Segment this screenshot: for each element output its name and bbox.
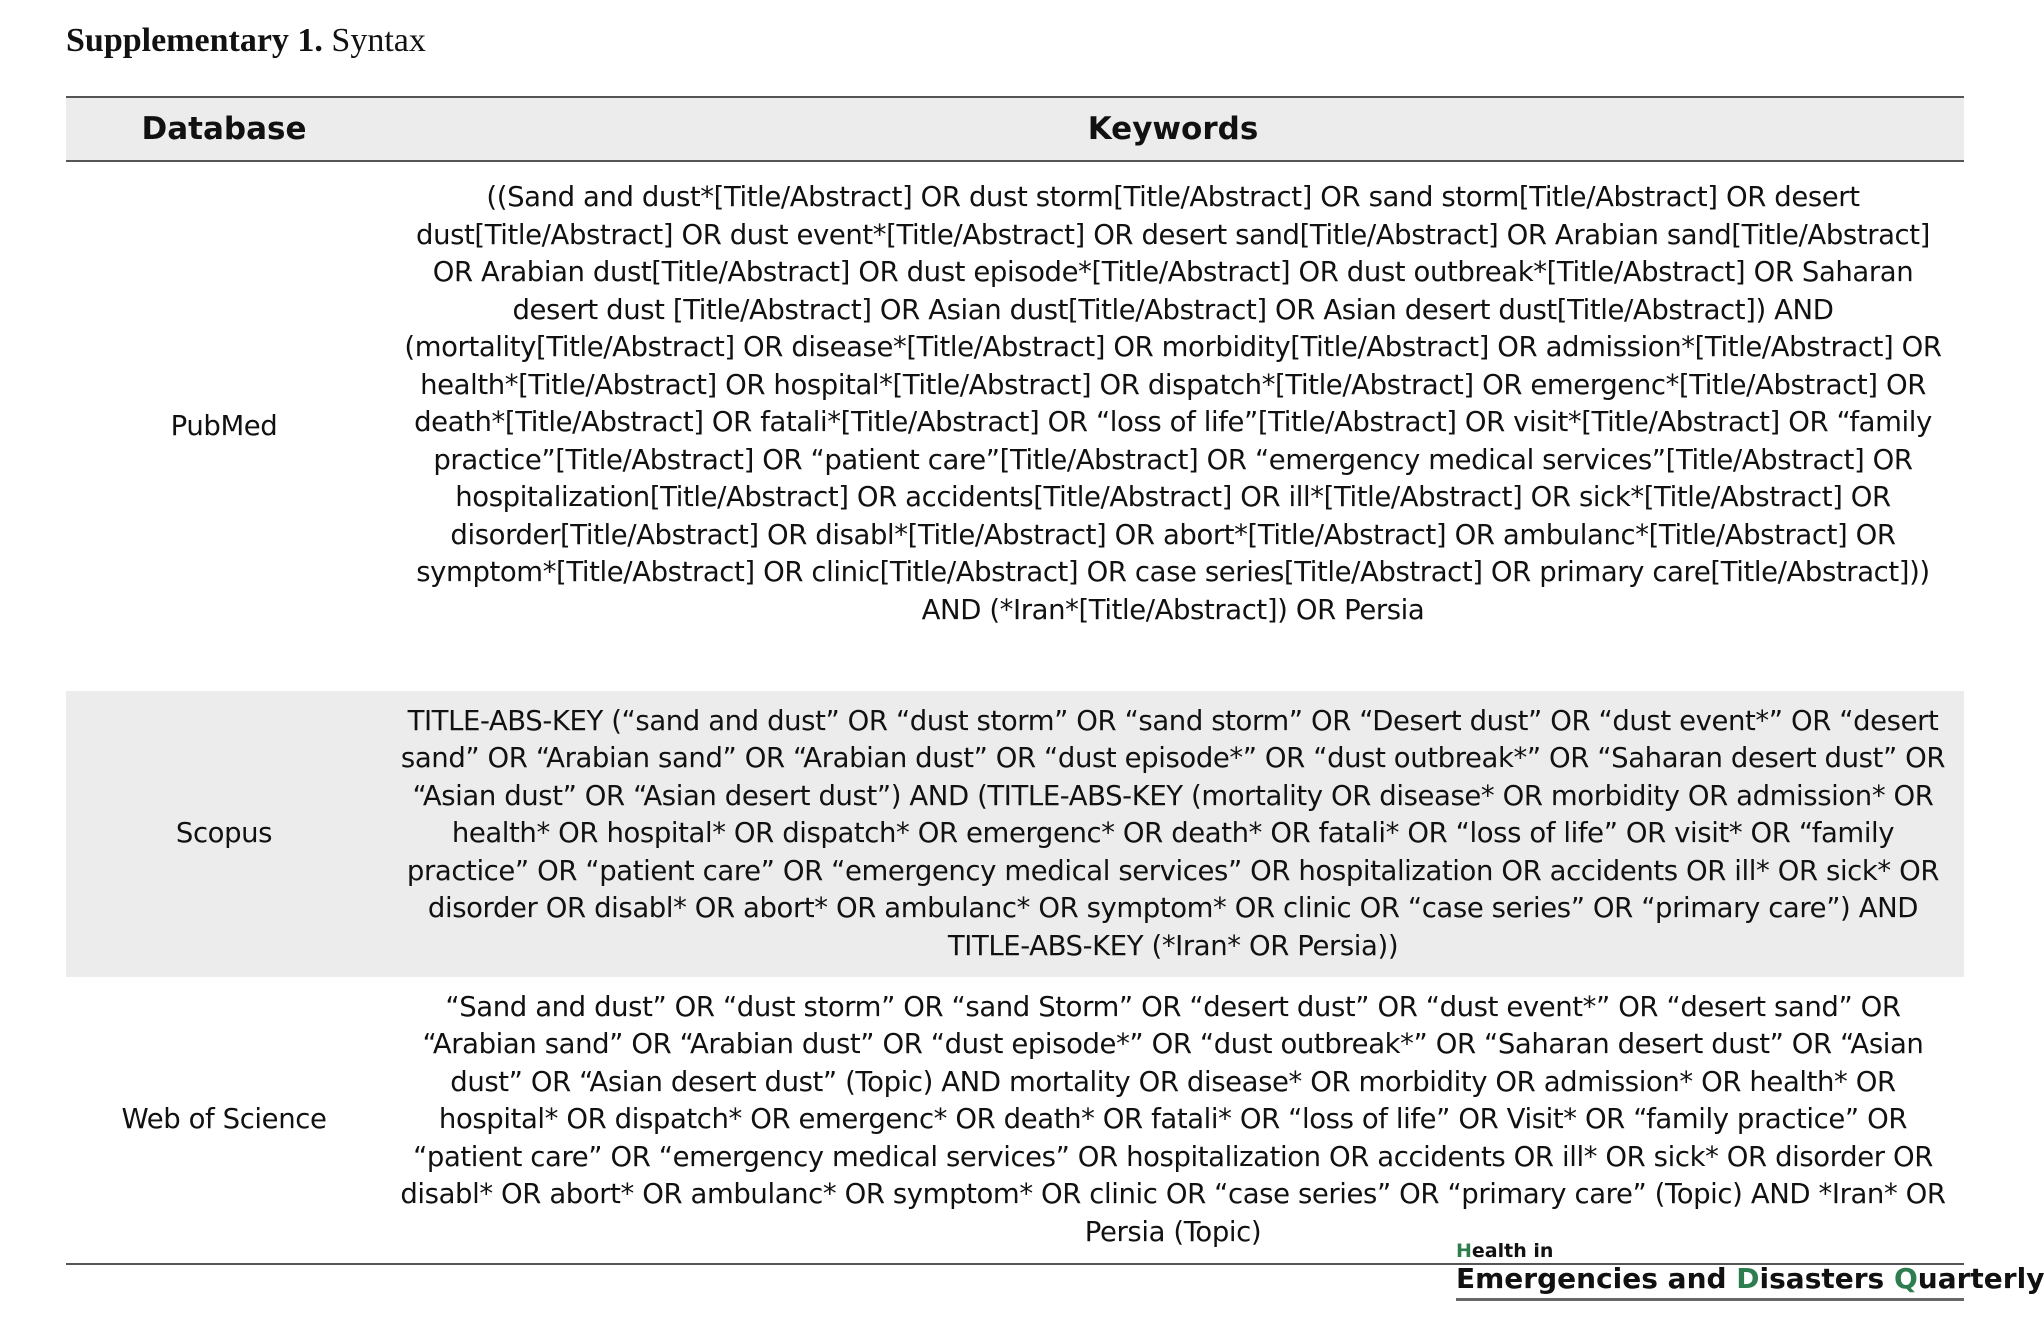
table-row-pubmed xyxy=(66,161,1964,691)
logo-word-3: uarterly xyxy=(1917,1262,2044,1295)
table-row-scopus xyxy=(66,691,1964,977)
caption-label: Supplementary 1. xyxy=(66,22,323,59)
logo-line-2 xyxy=(1456,1262,2044,1296)
logo-rule xyxy=(1456,1298,1964,1301)
table-header xyxy=(66,97,1964,161)
keywords-cell: ((Sand and dust*[Title/Abstract] OR dust storm[Title/Abstract] OR sand storm[Title/Abstract] OR desert dust[Title/Abstract] OR dust event*[Title/Abstract] OR desert sand[Title/Abstract] OR Arabian sand[Title/Abstract] OR Arabian dust[Title/Abstract] OR dust episode*[Title/Abstract] OR dust outbreak*[Title/Abstract] OR Saharan desert dust [Title/Abstract] OR Asian dust[Title/Abstract] OR Asian desert dust[Title/Abstract]) AND (mortality[Title/Abstract] OR disease*[Title/Abstract] OR morbidity[Title/Abstract] OR admission*[Title/Abstract] OR health*[Title/Abstract] OR hospital*[Title/Abstract] OR dispatch*[Title/Abstract] OR emergenc*[Title/Abstract] OR death*[Title/Abstract] OR fatali*[Title/Abstract] OR “loss of life”[Title/Abstract] OR visit*[Title/Abstract] OR “family practice”[Title/Abstract] OR “patient care”[Title/Abstract] OR “emergency medical services”[Title/Abstract] OR hospitalization[Title/Abstract] OR accidents[Title/Abstract] OR ill*[Title/Abstract] OR sick*[Title/Abstract] OR disorder[Title/Abstract] OR disabl*[Title/Abstract] OR abort*[Title/Abstract] OR ambulanc*[Title/Abstract] OR symptom*[Title/Abstract] OR clinic[Title/Abstract] OR case series[Title/Abstract] OR primary care[Title/Abstract])) AND (*Iran*[Title/Abstract]) OR Persia xyxy=(404,181,1942,626)
logo-word-1: Emergencies and xyxy=(1456,1262,1737,1295)
table-row-web-of-science xyxy=(66,977,1964,1264)
database-cell: PubMed xyxy=(170,409,278,442)
logo-word-2: isasters xyxy=(1759,1262,1894,1295)
column-header-database: Database xyxy=(66,97,382,161)
logo-cap-d: D xyxy=(1736,1262,1760,1295)
logo-cap-h: H xyxy=(1456,1240,1472,1262)
journal-logo xyxy=(1456,1240,2044,1306)
database-cell: Scopus xyxy=(175,817,273,850)
database-cell: Web of Science xyxy=(66,977,382,1264)
table-body xyxy=(66,161,1964,1264)
keywords-cell: TITLE-ABS-KEY (“sand and dust” OR “dust storm” OR “sand storm” OR “Desert dust” OR “dust event*” OR “desert sand” OR “Arabian sand” OR “Arabian dust” OR “dust episode*” OR “dust outbreak*” OR “Saharan desert dust” OR “Asian dust” OR “Asian desert dust”) AND (TITLE-ABS-KEY (mortality OR disease* OR morbidity OR admission* OR health* OR hospital* OR dispatch* OR emergenc* OR death* OR fatali* OR “loss of life” OR visit* OR “family practice” OR “patient care” OR “emergency medical services” OR hospitalization OR accidents OR ill* OR sick* OR disorder OR disabl* OR abort* OR ambulanc* OR symptom* OR clinic OR “case series” OR “primary care”) AND TITLE-ABS-KEY (*Iran* OR Persia)) xyxy=(400,704,1946,962)
table-caption xyxy=(66,18,426,64)
logo-cap-q: Q xyxy=(1893,1262,1918,1295)
column-header-keywords: Keywords xyxy=(382,97,1964,161)
keywords-cell: “Sand and dust” OR “dust storm” OR “sand Storm” OR “desert dust” OR “dust event*” OR “desert sand” OR “Arabian sand” OR “Arabian dust” OR “dust episode*” OR “dust outbreak*” OR “Saharan desert dust” OR “Asian dust” OR “Asian desert dust” (Topic) AND mortality OR disease* OR morbidity OR admission* OR health* OR hospital* OR dispatch* OR emergenc* OR death* OR fatali* OR “loss of life” OR Visit* OR “family practice” OR “patient care” OR “emergency medical services” OR hospitalization OR accidents OR ill* OR sick* OR disorder OR disabl* OR abort* OR ambulanc* OR symptom* OR clinic OR “case series” OR “primary care” (Topic) AND *Iran* OR Persia (Topic) xyxy=(382,977,1964,1264)
header-row xyxy=(66,97,1964,161)
logo-line-1-rest: ealth in xyxy=(1471,1240,1554,1262)
syntax-table xyxy=(66,96,1964,1265)
caption-title: Syntax xyxy=(331,22,426,59)
logo-line-1 xyxy=(1456,1240,1553,1262)
